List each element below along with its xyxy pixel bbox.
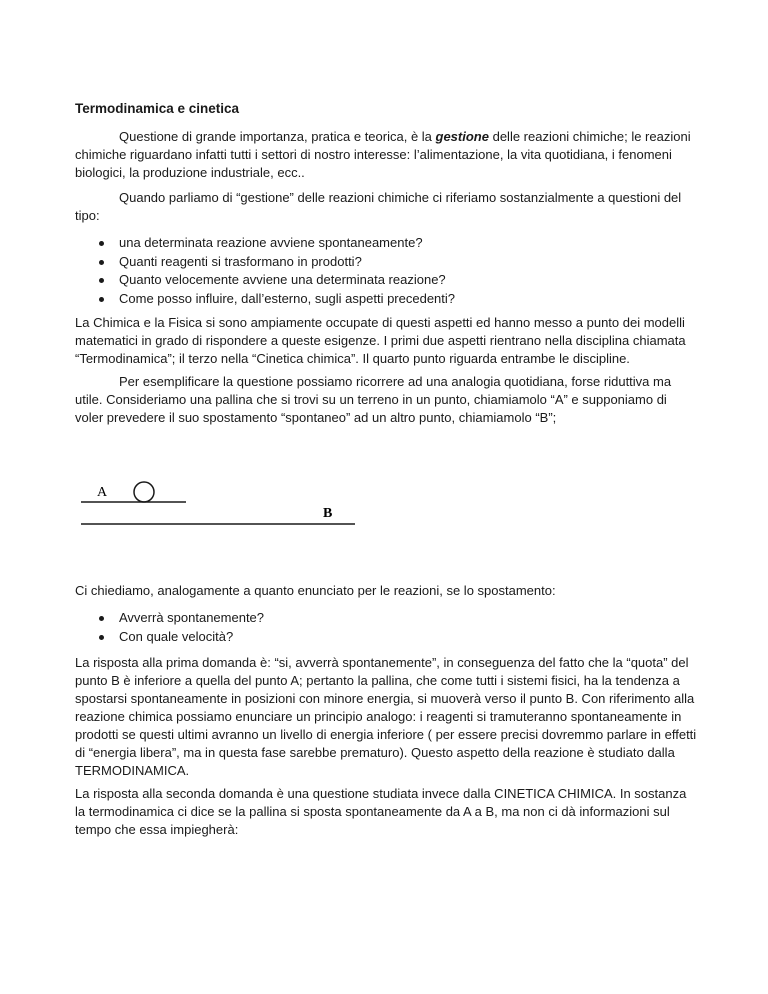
intro-text-before: Questione di grande importanza, pratica e teorica, è la [119,129,436,144]
paragraph-termodinamica: La risposta alla prima domanda è: “si, avverrà spontanemente”, in conseguenza del fatto che la “quota” del punto B è inferiore a quella del punto A; pertanto la pallina, che come tutti i sistemi fisici, ha la tendenza a spostarsi spontaneamente in posizioni con minore energia, si muoverà verso il punto B. Con riferimento alla reazione chimica possiamo enunciare un principio analogo: i reagenti si tramuteranno spontaneamente in prodotti se questi ultimi avranno un livello di energia inferiore ( per essere precisi dovremmo parlare in effetti di “energia libera”, ma in questa fase sarebbe prematuro). Questo aspetto della reazione è studiato dalla TERMODINAMICA. [75,655,697,778]
bullet-icon [99,241,104,246]
emphasis-gestione: gestione [435,129,489,144]
bullet-list-spostamento [75,609,675,646]
bullet-icon [99,635,104,640]
paragraph-intro [75,128,697,182]
paragraph-gestione: Quando parliamo di “gestione” delle reazioni chimiche ci riferiamo sostanzialmente a questioni del tipo: [75,190,682,223]
intro-text-after: delle reazioni chimiche; le reazioni chimiche riguardano infatti tutti i settori di nostro interesse: l’alimentazione, la vita quotidiana, i fenomeni biologici, la produzione industriale, ecc.. [75,129,691,180]
bullet-icon [99,297,104,302]
section-title: Termodinamica e cinetica [75,101,240,116]
list-item: Quanto velocemente avviene una determinata reazione? [75,271,675,290]
bullet-icon [99,278,104,283]
list-item: Avverrà spontanemente? [75,609,675,628]
paragraph-ci-chiediamo: Ci chiediamo, analogamente a quanto enunciato per le reazioni, se lo spostamento: [75,583,556,598]
list-item: Quanti reagenti si trasformano in prodotti? [75,253,675,272]
list-item: una determinata reazione avviene spontaneamente? [75,234,675,253]
paragraph-analogia: Per esemplificare la questione possiamo ricorrere ad una analogia quotidiana, forse riduttiva ma utile. Consideriamo una pallina che si trovi su un terreno in un punto, chiamiamolo “A” e supponiamo di voler prevedere il suo spostamento “spontaneo” ad un altro punto, chiamiamolo “B”; [75,374,672,425]
ball-diagram [75,475,365,535]
label-b: B [323,506,333,521]
bullet-icon [99,616,104,621]
label-a: A [97,485,108,500]
bullet-icon [99,260,104,265]
paragraph-modelli: La Chimica e la Fisica si sono ampiamente occupate di questi aspetti ed hanno messo a punto dei modelli matematici in grado di rispondere a queste esigenze. I primi due aspetti rientrano nella disciplina chiamata “Termodinamica”; il terzo nella “Cinetica chimica”. Il quarto punto riguarda entrambe le discipline. [75,315,686,366]
ball-icon [134,482,154,502]
paragraph-cinetica: La risposta alla seconda domanda è una questione studiata invece dalla CINETICA CHIMICA. In sostanza la termodinamica ci dice se la pallina si sposta spontaneamente da A a B, ma non ci dà informazioni sul tempo che essa impiegherà: [75,786,687,837]
bullet-list-questions [75,234,675,308]
list-item: Con quale velocità? [75,628,675,647]
list-item: Come posso influire, dall’esterno, sugli aspetti precedenti? [75,290,675,309]
